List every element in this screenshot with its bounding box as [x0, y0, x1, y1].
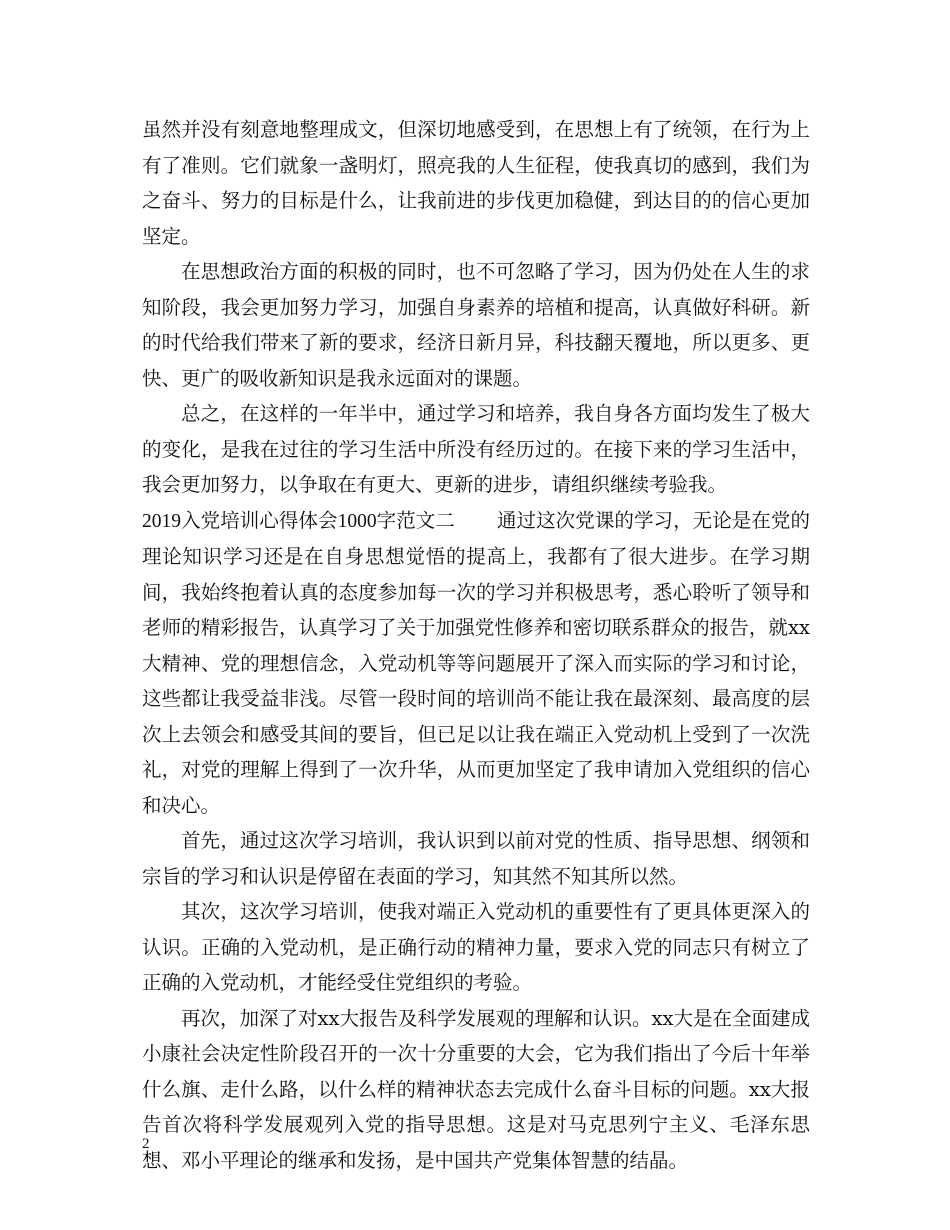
paragraph-first: 首先，通过这次学习培训，我认识到以前对党的性质、指导思想、纲领和宗旨的学习和认识是停留在表面的学习，知其然不知其所以然。 [142, 829, 810, 888]
section-first-paragraph: 通过这次党课的学习，无论是在党的理论知识学习还是在自身思想觉悟的提高上，我都有了很大进步。在学习期间，我始终抱着认真的态度参加每一次的学习并积极思考，悉心聆听了领导和老师的精彩报告，认真学习了关于加强党性修养和密切联系群众的报告，就xx大精神、党的理想信念，入党动机等等问题展开了深入而实际的学习和讨论，这些都让我受益非浅。尽管一段时间的培训尚不能让我在最深刻、最高度的层次上去领会和感受其间的要旨，但已足以让我在端正入党动机上受到了一次洗礼，对党的理解上得到了一次升华，从而更加坚定了我申请加入党组织的信心和决心。 [142, 508, 810, 817]
paragraph-study: 在思想政治方面的积极的同时，也不可忽略了学习，因为仍处在人生的求知阶段，我会更加努力学习，加强自身素养的培植和提高，认真做好科研。新的时代给我们带来了新的要求，经济日新月异，科技翻天覆地，所以更多、更快、更广的吸收新知识是我永远面对的课题。 [142, 260, 810, 390]
document-body [142, 112, 810, 1178]
paragraph-section-two [142, 503, 810, 824]
paragraph-summary: 总之，在这样的一年半中，通过学习和培养，我自身各方面均发生了极大的变化，是我在过往的学习生活中所没有经历过的。在接下来的学习生活中，我会更加努力，以争取在有更大、更新的进步，请组织继续考验我。 [142, 402, 810, 496]
section-title: 2019入党培训心得体会1000字范文二 [142, 510, 455, 532]
paragraph-third: 再次，加深了对xx大报告及科学发展观的理解和认识。xx大是在全面建成小康社会决定性阶段召开的一次十分重要的大会，它为我们指出了今后十年举什么旗、走什么路，以什么样的精神状态去完成什么奋斗目标的问题。xx大报告首次将科学发展观列入党的指导思想。这是对马克思列宁主义、毛泽东思想、邓小平理论的继承和发扬，是中国共产党集体智慧的结晶。 [142, 1006, 810, 1172]
page-number: 2 [142, 1136, 150, 1152]
paragraph-continued: 虽然并没有刻意地整理成文，但深切地感受到，在思想上有了统领，在行为上有了准则。它们就象一盏明灯，照亮我的人生征程，使我真切的感到，我们为之奋斗、努力的目标是什么，让我前进的步伐更加稳健，到达目的的信心更加坚定。 [142, 118, 810, 248]
paragraph-second: 其次，这次学习培训，使我对端正入党动机的重要性有了更具体更深入的认识。正确的入党动机，是正确行动的精神力量，要求入党的同志只有树立了正确的入党动机，才能经受住党组织的考验。 [142, 900, 810, 994]
